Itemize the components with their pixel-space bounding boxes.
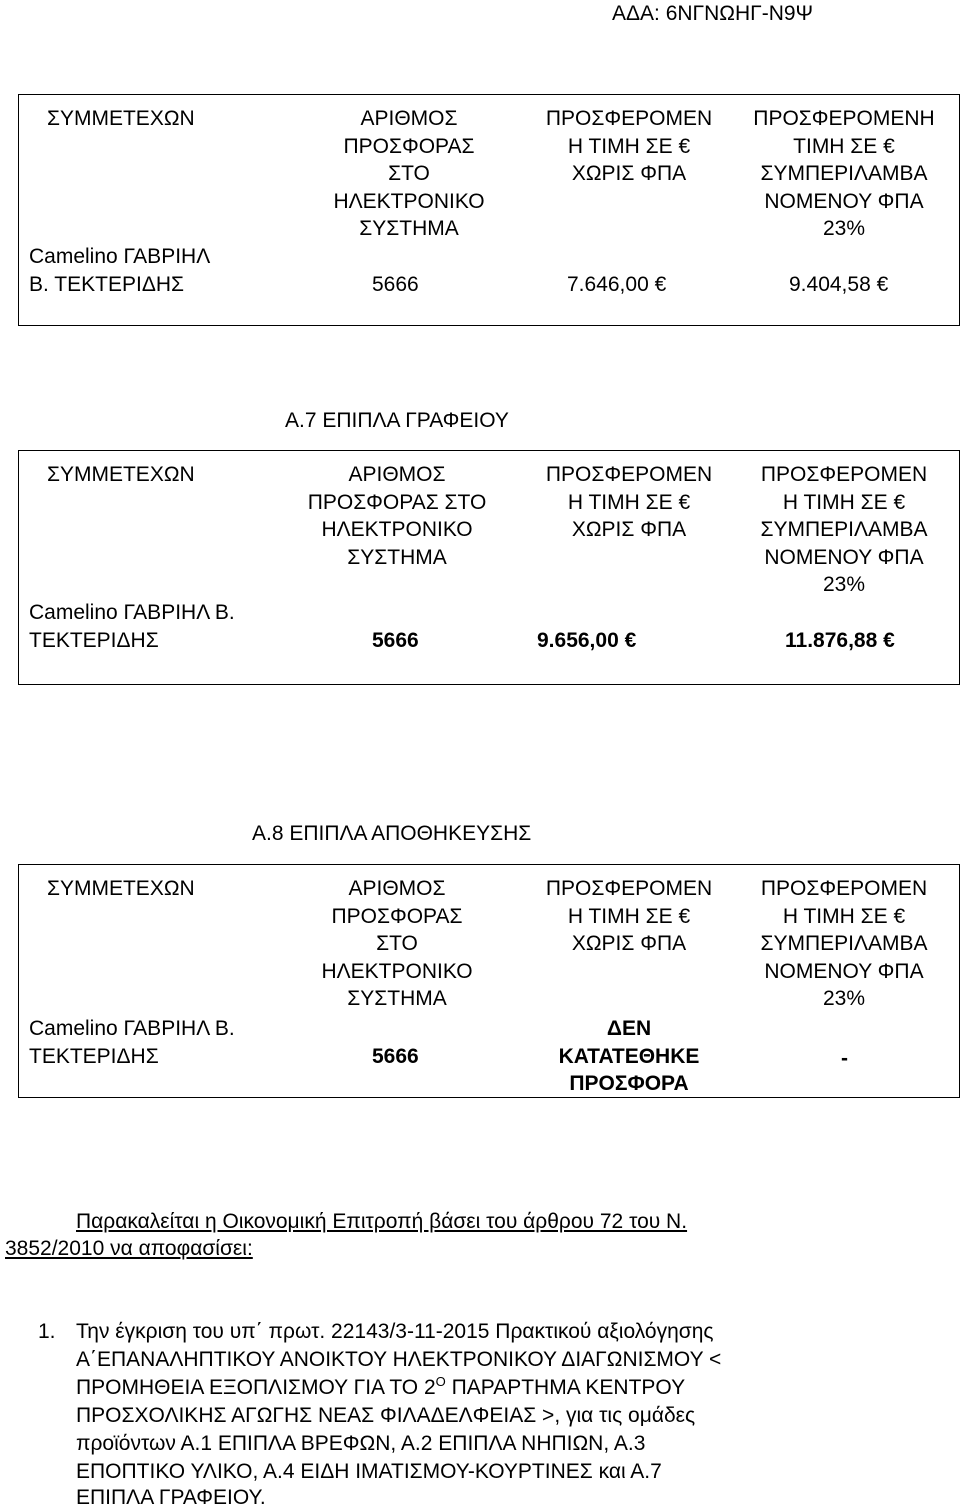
- col-price-no-vat-header: ΠΡΟΣΦΕΡΟΜΕΝ Η ΤΙΜΗ ΣΕ € ΧΩΡΙΣ ΦΠΑ: [545, 463, 713, 541]
- col-price-vat-header: ΠΡΟΣΦΕΡΟΜΕΝ Η ΤΙΜΗ ΣΕ € ΣΥΜΠΕΡΙΛΑΜΒΑ ΝΟΜΕΝΟΥ ΦΠΑ 23%: [760, 877, 928, 1010]
- col-participant-header: ΣΥΜΜΕΤΕΧΩΝ: [47, 463, 195, 486]
- col-participant-header: ΣΥΜΜΕΤΕΧΩΝ: [47, 877, 195, 900]
- col-price-vat-header: ΠΡΟΣΦΕΡΟΜΕΝΗ ΤΙΜΗ ΣΕ € ΣΥΜΠΕΡΙΛΑΜΒΑ ΝΟΜΕΝΟΥ ΦΠΑ 23%: [753, 107, 935, 240]
- price-vat: 9.404,58 €: [789, 273, 889, 296]
- item-line-1: Την έγκριση του υπ΄ πρωτ. 22143/3-11-2015 Πρακτικού αξιολόγησης: [76, 1320, 714, 1343]
- section-title-a7: Α.7 ΕΠΙΠΛΑ ΓΡΑΦΕΙΟΥ: [285, 409, 509, 432]
- offer-table-a7: [18, 450, 960, 685]
- item-number: 1.: [38, 1320, 56, 1343]
- offer-table-1: [18, 94, 960, 326]
- request-line-2: 3852/2010 να αποφασίσει:: [5, 1237, 253, 1260]
- col-offer-number-header: ΑΡΙΘΜΟΣ ΠΡΟΣΦΟΡΑΣ ΣΤΟ ΗΛΕΚΤΡΟΝΙΚΟ ΣΥΣΤΗΜΑ: [307, 463, 487, 569]
- item-line-7: ΕΠΙΠΛΑ ΓΡΑΦΕΙΟΥ.: [76, 1486, 266, 1505]
- item-line-5: προϊόντων Α.1 ΕΠΙΠΛΑ ΒΡΕΦΩΝ, Α.2 ΕΠΙΠΛΑ ΝΗΠΙΩΝ, Α.3: [76, 1432, 646, 1455]
- offer-number: 5666: [372, 629, 419, 652]
- col-price-vat-header: ΠΡΟΣΦΕΡΟΜΕΝ Η ΤΙΜΗ ΣΕ € ΣΥΜΠΕΡΙΛΑΜΒΑ ΝΟΜΕΝΟΥ ΦΠΑ 23%: [760, 463, 928, 596]
- participant-name: Camelino ΓΑΒΡΙΗΛ Β. ΤΕΚΤΕΡΙΔΗΣ: [29, 601, 235, 652]
- offer-number: 5666: [372, 1045, 419, 1068]
- section-title-a8: Α.8 ΕΠΙΠΛΑ ΑΠΟΘΗΚΕΥΣΗΣ: [252, 822, 532, 845]
- col-price-no-vat-header: ΠΡΟΣΦΕΡΟΜΕΝ Η ΤΙΜΗ ΣΕ € ΧΩΡΙΣ ΦΠΑ: [545, 107, 713, 185]
- col-offer-number-header: ΑΡΙΘΜΟΣ ΠΡΟΣΦΟΡΑΣ ΣΤΟ ΗΛΕΚΤΡΟΝΙΚΟ ΣΥΣΤΗΜΑ: [321, 877, 473, 1010]
- no-offer-submitted: ΔΕΝ ΚΑΤΑΤΕΘΗΚΕ ΠΡΟΣΦΟΡΑ: [558, 1017, 700, 1095]
- ada-code: ΑΔΑ: 6ΝΓΝΩΗΓ-Ν9Ψ: [612, 2, 814, 25]
- item-line-6: ΕΠΟΠΤΙΚΟ ΥΛΙΚΟ, Α.4 ΕΙΔΗ ΙΜΑΤΙΣΜΟΥ-ΚΟΥΡΤΙΝΕΣ και Α.7: [76, 1460, 662, 1483]
- col-offer-number-header: ΑΡΙΘΜΟΣ ΠΡΟΣΦΟΡΑΣ ΣΤΟ ΗΛΕΚΤΡΟΝΙΚΟ ΣΥΣΤΗΜΑ: [333, 107, 485, 240]
- item-line-4: ΠΡΟΣΧΟΛΙΚΗΣ ΑΓΩΓΗΣ ΝΕΑΣ ΦΙΛΑΔΕΛΦΕΙΑΣ >, για τις ομάδες: [76, 1404, 696, 1427]
- price-no-vat: 7.646,00 €: [567, 273, 667, 296]
- col-price-no-vat-header: ΠΡΟΣΦΕΡΟΜΕΝ Η ΤΙΜΗ ΣΕ € ΧΩΡΙΣ ΦΠΑ: [545, 877, 713, 955]
- price-vat: -: [841, 1047, 848, 1070]
- item-line-3: ΠΡΟΜΗΘΕΙΑ ΕΞΟΠΛΙΣΜΟΥ ΓΙΑ ΤΟ $2^O$ ΠΑΡΑΡΤΗΜΑ ΚΕΝΤΡΟΥ: [76, 1374, 686, 1399]
- price-vat: 11.876,88 €: [785, 629, 895, 652]
- request-line-1: Παρακαλείται η Οικονομική Επιτροπή βάσει του άρθρου 72 του Ν.: [76, 1210, 688, 1233]
- col-participant-header: ΣΥΜΜΕΤΕΧΩΝ: [47, 107, 195, 130]
- price-no-vat: 9.656,00 €: [537, 629, 637, 652]
- participant-name: Camelino ΓΑΒΡΙΗΛ Β. ΤΕΚΤΕΡΙΔΗΣ: [29, 245, 211, 296]
- offer-number: 5666: [372, 273, 419, 296]
- item-line-2: Α΄ΕΠΑΝΑΛΗΠΤΙΚΟΥ ΑΝΟΙΚΤΟΥ ΗΛΕΚΤΡΟΝΙΚΟΥ ΔΙΑΓΩΝΙΣΜΟΥ <: [76, 1348, 722, 1371]
- offer-table-a8: [18, 864, 960, 1098]
- participant-name: Camelino ΓΑΒΡΙΗΛ Β. ΤΕΚΤΕΡΙΔΗΣ: [29, 1017, 235, 1068]
